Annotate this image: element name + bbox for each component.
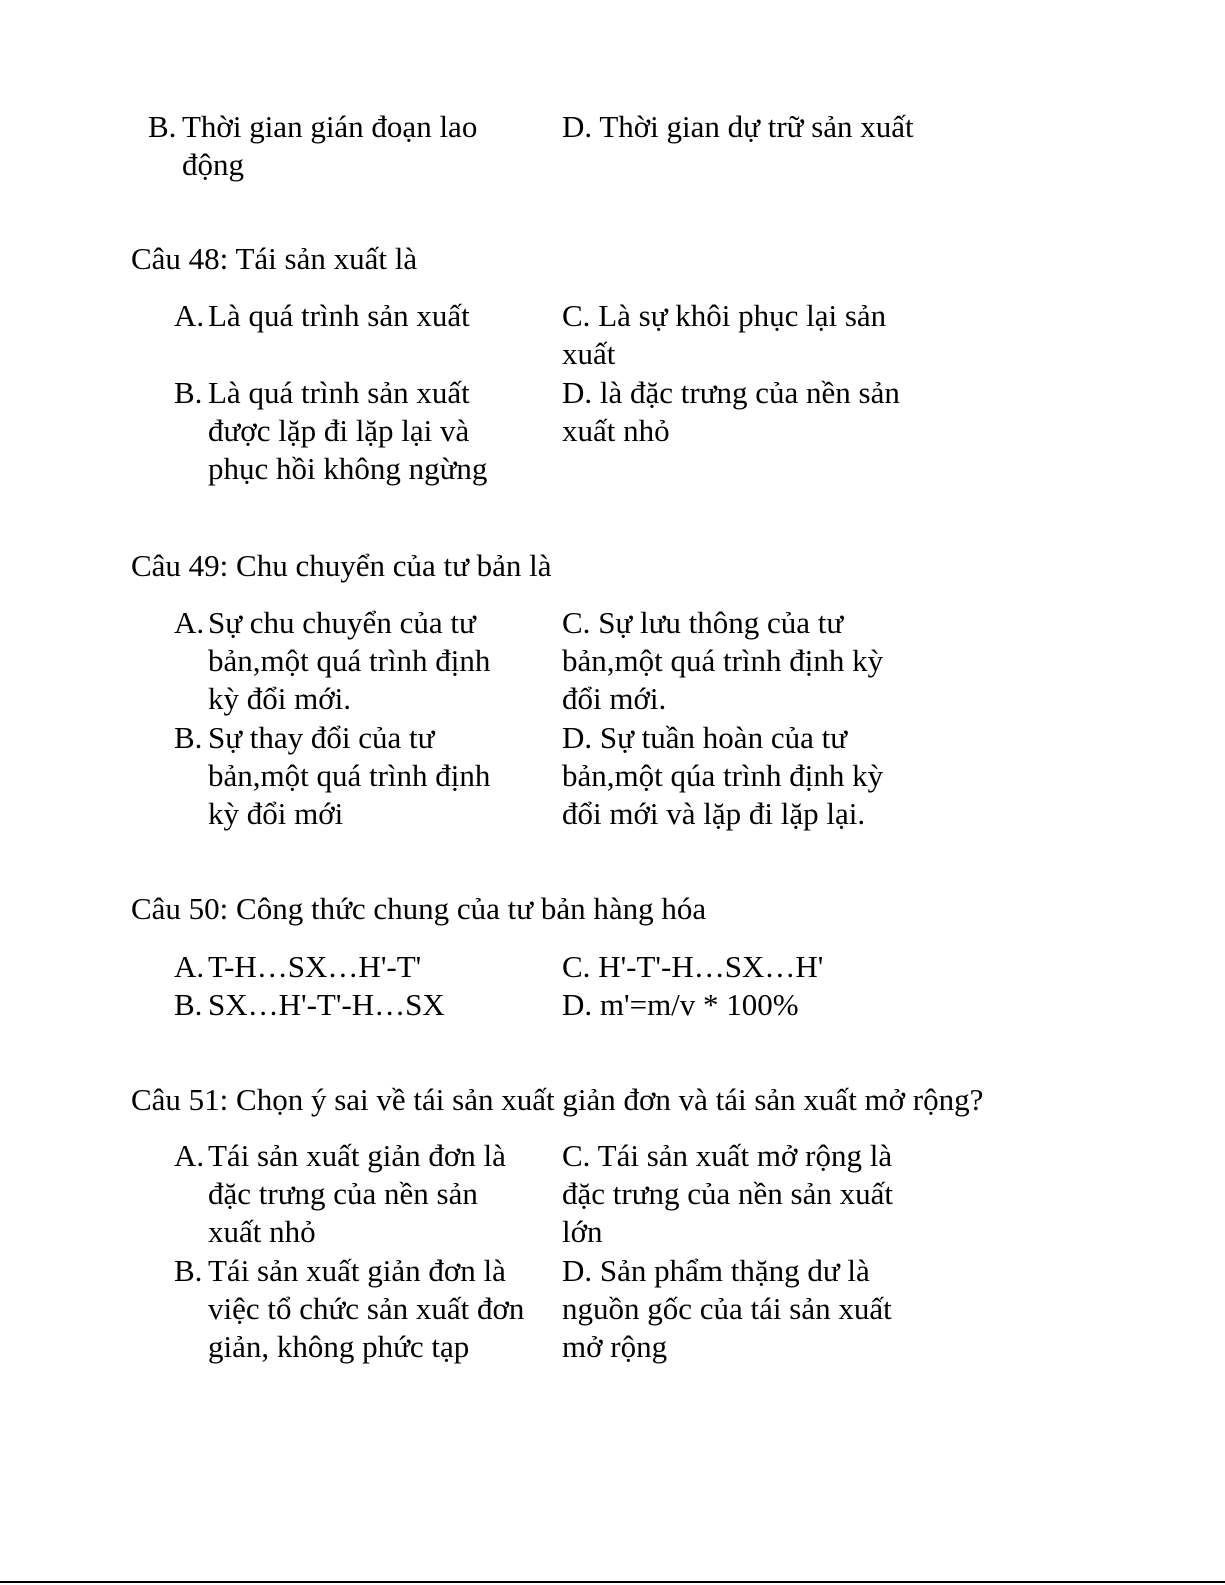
option-letter: C.: [562, 949, 591, 984]
option-text: Sản phẩm thặng dư là nguồn gốc của tái sản xuất mở rộng: [562, 1253, 892, 1364]
option-text: Tái sản xuất giản đơn là việc tổ chức sản xuất đơn giản, không phức tạp: [208, 1253, 525, 1364]
option-letter: D.: [562, 1253, 593, 1288]
option-text: Thời gian gián đoạn lao động: [182, 109, 478, 182]
q51-option-b: [174, 1252, 534, 1366]
option-letter: A.: [174, 1138, 205, 1173]
option-text: Là quá trình sản xuất được lặp đi lặp lại và phục hồi không ngừng: [208, 375, 488, 486]
prev-option-b: [148, 108, 508, 184]
option-letter: D.: [562, 375, 593, 410]
page-bottom-divider: [0, 1581, 1225, 1583]
option-letter: B.: [174, 375, 203, 410]
option-text: Thời gian dự trữ sản xuất: [599, 109, 914, 144]
option-letter: B.: [148, 109, 177, 144]
option-text: m'=m/v * 100%: [599, 987, 799, 1022]
option-text: Sự thay đổi của tư bản,một quá trình định kỳ đổi mới: [208, 720, 491, 831]
option-text: Là quá trình sản xuất: [208, 298, 470, 333]
question-48-title: Câu 48: Tái sản xuất là: [131, 241, 418, 276]
option-text: H'-T'-H…SX…H': [598, 949, 824, 984]
option-letter: B.: [174, 1253, 203, 1288]
q48-option-c: [562, 297, 937, 373]
option-text: SX…H'-T'-H…SX: [208, 987, 445, 1022]
option-letter: A.: [174, 298, 205, 333]
option-letter: A.: [174, 605, 205, 640]
q50-option-b: [174, 986, 519, 1024]
q51-option-c: [562, 1137, 932, 1251]
q50-option-d: [562, 986, 799, 1024]
option-text: Tái sản xuất mở rộng là đặc trưng của nền sản xuất lớn: [562, 1138, 893, 1249]
option-text: Sự lưu thông của tư bản,một quá trình định kỳ đổi mới.: [562, 605, 884, 716]
q51-option-d: [562, 1252, 932, 1366]
option-letter: D.: [562, 720, 593, 755]
option-text: T-H…SX…H'-T': [208, 949, 422, 984]
option-letter: C.: [562, 605, 591, 640]
q48-option-a: [174, 297, 514, 335]
q49-option-d: [562, 719, 922, 833]
option-letter: A.: [174, 949, 205, 984]
q48-option-d: [562, 374, 937, 450]
option-text: Sự tuần hoàn của tư bản,một qúa trình định kỳ đổi mới và lặp đi lặp lại.: [562, 720, 884, 831]
q50-option-a: [174, 948, 519, 986]
q48-option-b: [174, 374, 519, 488]
q51-option-a: [174, 1137, 509, 1251]
option-letter: B.: [174, 720, 203, 755]
option-text: là đặc trưng của nền sản xuất nhỏ: [562, 375, 900, 448]
option-text: Tái sản xuất giản đơn là đặc trưng của nền sản xuất nhỏ: [208, 1138, 506, 1249]
option-letter: C.: [562, 298, 591, 333]
option-letter: C.: [562, 1138, 591, 1173]
q49-option-c: [562, 604, 922, 718]
q49-option-b: [174, 719, 519, 833]
q49-option-a: [174, 604, 519, 718]
option-text: Sự chu chuyển của tư bản,một quá trình định kỳ đổi mới.: [208, 605, 491, 716]
q50-option-c: [562, 948, 823, 986]
option-text: Là sự khôi phục lại sản xuất: [562, 298, 887, 371]
question-50-title: Câu 50: Công thức chung của tư bản hàng hóa: [131, 891, 707, 926]
question-49-title: Câu 49: Chu chuyển của tư bản là: [131, 548, 552, 583]
question-51-title: Câu 51: Chọn ý sai về tái sản xuất giản đơn và tái sản xuất mở rộng?: [131, 1082, 984, 1117]
option-letter: D.: [562, 987, 593, 1022]
prev-option-d: [562, 108, 914, 146]
option-letter: B.: [174, 987, 203, 1022]
option-letter: D.: [562, 109, 593, 144]
